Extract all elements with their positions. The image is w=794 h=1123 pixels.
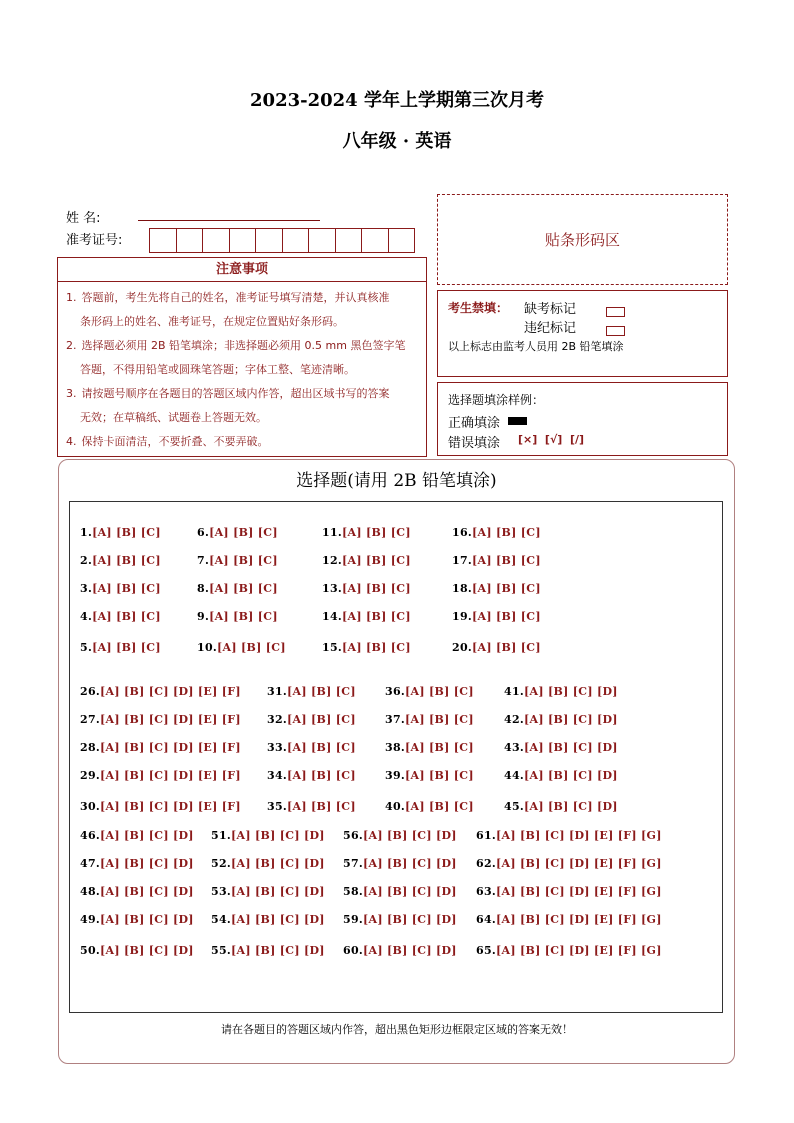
option-bubbles[interactable]: [A] [B] [C] [D] <box>524 741 618 754</box>
question-number: 53. <box>211 885 232 898</box>
notice-item-3-cont: 无效；在草稿纸、试题卷上答题无效。 <box>80 411 267 424</box>
question-18-options[interactable] <box>452 582 541 595</box>
id-digit-box[interactable] <box>149 228 177 253</box>
question-number: 54. <box>211 913 232 926</box>
correct-fill-mark <box>508 417 527 425</box>
question-11-options[interactable] <box>322 526 411 539</box>
option-bubbles[interactable]: [A] [B] [C] [D] [E] [F] <box>100 800 241 813</box>
wrong-fill-marks: [×] [√] [/] <box>518 433 585 446</box>
option-bubbles[interactable]: [A] [B] [C] [D] <box>524 800 618 813</box>
question-number: 16. <box>452 526 473 539</box>
option-bubbles[interactable]: [A] [B] [C] [D] <box>231 944 325 957</box>
option-bubbles[interactable]: [A] [B] [C] [D] <box>100 857 194 870</box>
option-bubbles[interactable]: [A] [B] [C] [D] <box>100 885 194 898</box>
question-10-options[interactable] <box>197 641 286 654</box>
question-47-options[interactable] <box>80 857 194 870</box>
option-bubbles[interactable]: [A] [B] [C] [D] [E] [F] [G] <box>496 885 662 898</box>
option-bubbles[interactable]: [A] [B] [C] <box>287 769 356 782</box>
question-number: 51. <box>211 829 232 842</box>
option-bubbles[interactable]: [A] [B] [C] <box>92 582 161 595</box>
option-bubbles[interactable]: [A] [B] [C] <box>209 582 278 595</box>
option-bubbles[interactable]: [A] [B] [C] <box>209 610 278 623</box>
question-number: 1. <box>80 526 93 539</box>
fill-sample-box <box>437 382 728 456</box>
question-35-options[interactable] <box>267 800 356 813</box>
question-17-options[interactable] <box>452 554 541 567</box>
option-bubbles[interactable]: [A] [B] [C] [D] <box>363 885 457 898</box>
question-number: 55. <box>211 944 232 957</box>
question-57-options[interactable] <box>343 857 457 870</box>
option-bubbles[interactable]: [A] [B] [C] <box>342 610 411 623</box>
question-number: 9. <box>197 610 210 623</box>
prohibit-label: 考生禁填： <box>448 301 509 315</box>
answer-grid <box>69 501 723 1013</box>
question-13-options[interactable] <box>322 582 411 595</box>
exam-subtitle: 八年级 · 英语 <box>342 131 452 152</box>
question-55-options[interactable] <box>211 944 325 957</box>
id-digit-box[interactable] <box>282 228 310 253</box>
option-bubbles[interactable]: [A] [B] [C] [D] [E] [F] [G] <box>496 857 662 870</box>
question-number: 47. <box>80 857 101 870</box>
fill-sample-title: 选择题填涂样例： <box>448 393 545 407</box>
option-bubbles[interactable]: [A] [B] [C] [D] [E] [F] <box>100 769 241 782</box>
question-number: 31. <box>267 685 288 698</box>
option-bubbles[interactable]: [A] [B] [C] [D] <box>524 769 618 782</box>
option-bubbles[interactable]: [A] [B] [C] <box>92 641 161 654</box>
name-label: 姓 名: <box>66 211 101 226</box>
question-number: 56. <box>343 829 364 842</box>
question-1-options[interactable] <box>80 526 161 539</box>
option-bubbles[interactable]: [A] [B] [C] <box>287 800 356 813</box>
question-number: 28. <box>80 741 101 754</box>
choice-section-title: 选择题(请用 2B 铅笔填涂) <box>296 471 497 491</box>
question-number: 13. <box>322 582 343 595</box>
question-7-options[interactable] <box>197 554 278 567</box>
question-28-options[interactable] <box>80 741 241 754</box>
option-bubbles[interactable]: [A] [B] [C] <box>405 713 474 726</box>
question-number: 50. <box>80 944 101 957</box>
footer-note: 请在各题目的答题区域内作答，超出黑色矩形边框限定区域的答案无效！ <box>221 1023 573 1036</box>
option-bubbles[interactable]: [A] [B] [C] [D] <box>231 829 325 842</box>
id-digit-box[interactable] <box>361 228 389 253</box>
question-63-options[interactable] <box>476 885 662 898</box>
exam-title: 2023-2024 学年上学期第三次月考 <box>250 90 544 111</box>
name-field[interactable] <box>138 220 320 221</box>
question-65-options[interactable] <box>476 944 662 957</box>
question-number: 62. <box>476 857 497 870</box>
option-bubbles[interactable]: [A] [B] [C] [D] <box>231 885 325 898</box>
option-bubbles[interactable]: [A] [B] [C] <box>472 582 541 595</box>
question-number: 48. <box>80 885 101 898</box>
question-2-options[interactable] <box>80 554 161 567</box>
id-digit-box[interactable] <box>308 228 336 253</box>
question-9-options[interactable] <box>197 610 278 623</box>
notice-item-2: 2. 选择题必须用 2B 铅笔填涂；非选择题必须用 0.5 mm 黑色签字笔 <box>66 339 406 352</box>
question-42-options[interactable] <box>504 713 618 726</box>
option-bubbles[interactable]: [A] [B] [C] [D] <box>363 913 457 926</box>
question-20-options[interactable] <box>452 641 541 654</box>
question-number: 52. <box>211 857 232 870</box>
notice-item-1-cont: 条形码上的姓名、准考证号，在规定位置贴好条形码。 <box>80 315 344 328</box>
question-number: 4. <box>80 610 93 623</box>
question-29-options[interactable] <box>80 769 241 782</box>
option-bubbles[interactable]: [A] [B] [C] [D] [E] [F] [G] <box>496 913 662 926</box>
question-64-options[interactable] <box>476 913 662 926</box>
question-number: 8. <box>197 582 210 595</box>
question-number: 36. <box>385 685 406 698</box>
option-bubbles[interactable]: [A] [B] [C] <box>472 641 541 654</box>
question-19-options[interactable] <box>452 610 541 623</box>
option-bubbles[interactable]: [A] [B] [C] <box>209 526 278 539</box>
option-bubbles[interactable]: [A] [B] [C] [D] <box>363 857 457 870</box>
option-bubbles[interactable]: [A] [B] [C] <box>342 582 411 595</box>
question-37-options[interactable] <box>385 713 474 726</box>
question-number: 63. <box>476 885 497 898</box>
option-bubbles[interactable]: [A] [B] [C] [D] [E] [F] [G] <box>496 944 662 957</box>
question-38-options[interactable] <box>385 741 474 754</box>
question-number: 6. <box>197 526 210 539</box>
question-number: 20. <box>452 641 473 654</box>
question-4-options[interactable] <box>80 610 161 623</box>
question-number: 27. <box>80 713 101 726</box>
question-8-options[interactable] <box>197 582 278 595</box>
question-number: 26. <box>80 685 101 698</box>
question-number: 41. <box>504 685 525 698</box>
notice-item-1: 1. 答题前，考生先将自己的姓名，准考证号填写清楚，并认真核准 <box>66 291 390 304</box>
question-52-options[interactable] <box>211 857 325 870</box>
option-bubbles[interactable]: [A] [B] [C] <box>209 554 278 567</box>
question-59-options[interactable] <box>343 913 457 926</box>
notice-item-4: 4. 保持卡面清洁，不要折叠、不要弄破。 <box>66 435 269 448</box>
option-bubbles[interactable]: [A] [B] [C] <box>472 610 541 623</box>
id-digit-box[interactable] <box>176 228 204 253</box>
question-number: 18. <box>452 582 473 595</box>
notice-item-2-cont: 答题，不得用铅笔或圆珠笔答题；字体工整、笔迹清晰。 <box>80 363 355 376</box>
question-41-options[interactable] <box>504 685 618 698</box>
option-bubbles[interactable]: [A] [B] [C] <box>405 685 474 698</box>
option-bubbles[interactable]: [A] [B] [C] [D] <box>363 944 457 957</box>
question-40-options[interactable] <box>385 800 474 813</box>
absent-mark-box[interactable] <box>606 301 625 320</box>
question-48-options[interactable] <box>80 885 194 898</box>
option-bubbles[interactable]: [A] [B] [C] <box>287 713 356 726</box>
question-51-options[interactable] <box>211 829 325 842</box>
question-number: 60. <box>343 944 364 957</box>
question-number: 45. <box>504 800 525 813</box>
question-number: 11. <box>322 526 343 539</box>
option-bubbles[interactable]: [A] [B] [C] [D] <box>524 713 618 726</box>
question-number: 38. <box>385 741 406 754</box>
question-number: 5. <box>80 641 93 654</box>
question-number: 35. <box>267 800 288 813</box>
wrong-fill-label: 错误填涂 <box>448 436 501 451</box>
question-58-options[interactable] <box>343 885 457 898</box>
question-32-options[interactable] <box>267 713 356 726</box>
question-61-options[interactable] <box>476 829 662 842</box>
question-number: 12. <box>322 554 343 567</box>
correct-fill-label: 正确填涂 <box>448 416 501 431</box>
notice-title: 注意事项 <box>57 257 427 282</box>
question-16-options[interactable] <box>452 526 541 539</box>
question-14-options[interactable] <box>322 610 411 623</box>
id-digit-box[interactable] <box>202 228 230 253</box>
option-bubbles[interactable]: [A] [B] [C] <box>405 800 474 813</box>
question-number: 37. <box>385 713 406 726</box>
question-number: 34. <box>267 769 288 782</box>
question-number: 33. <box>267 741 288 754</box>
id-label: 准考证号: <box>66 233 123 248</box>
question-53-options[interactable] <box>211 885 325 898</box>
question-number: 46. <box>80 829 101 842</box>
question-number: 7. <box>197 554 210 567</box>
option-bubbles[interactable]: [A] [B] [C] <box>92 554 161 567</box>
option-bubbles[interactable]: [A] [B] [C] <box>342 641 411 654</box>
option-bubbles[interactable]: [A] [B] [C] [D] [E] [F] [G] <box>496 829 662 842</box>
question-31-options[interactable] <box>267 685 356 698</box>
question-number: 42. <box>504 713 525 726</box>
question-number: 32. <box>267 713 288 726</box>
question-number: 44. <box>504 769 525 782</box>
question-number: 14. <box>322 610 343 623</box>
option-bubbles[interactable]: [A] [B] [C] <box>342 554 411 567</box>
question-number: 29. <box>80 769 101 782</box>
option-bubbles[interactable]: [A] [B] [C] <box>287 741 356 754</box>
violation-mark-box[interactable] <box>606 320 625 339</box>
question-44-options[interactable] <box>504 769 618 782</box>
id-digit-box[interactable] <box>255 228 283 253</box>
option-bubbles[interactable]: [A] [B] [C] <box>472 526 541 539</box>
question-5-options[interactable] <box>80 641 161 654</box>
question-number: 39. <box>385 769 406 782</box>
question-number: 19. <box>452 610 473 623</box>
id-digit-box[interactable] <box>388 228 416 253</box>
question-number: 61. <box>476 829 497 842</box>
id-digit-box[interactable] <box>229 228 257 253</box>
question-34-options[interactable] <box>267 769 356 782</box>
question-number: 43. <box>504 741 525 754</box>
question-3-options[interactable] <box>80 582 161 595</box>
id-number-boxes[interactable] <box>150 228 415 252</box>
question-50-options[interactable] <box>80 944 194 957</box>
question-33-options[interactable] <box>267 741 356 754</box>
question-number: 3. <box>80 582 93 595</box>
question-26-options[interactable] <box>80 685 241 698</box>
question-12-options[interactable] <box>322 554 411 567</box>
option-bubbles[interactable]: [A] [B] [C] <box>342 526 411 539</box>
barcode-area: 贴条形码区 <box>437 194 728 285</box>
question-number: 2. <box>80 554 93 567</box>
option-bubbles[interactable]: [A] [B] [C] <box>92 526 161 539</box>
option-bubbles[interactable]: [A] [B] [C] <box>405 741 474 754</box>
option-bubbles[interactable]: [A] [B] [C] [D] <box>231 857 325 870</box>
option-bubbles[interactable]: [A] [B] [C] <box>217 641 286 654</box>
option-bubbles[interactable]: [A] [B] [C] [D] [E] [F] <box>100 713 241 726</box>
question-30-options[interactable] <box>80 800 241 813</box>
absent-label: 缺考标记 <box>524 302 577 317</box>
option-bubbles[interactable]: [A] [B] [C] [D] <box>231 913 325 926</box>
option-bubbles[interactable]: [A] [B] [C] <box>287 685 356 698</box>
question-15-options[interactable] <box>322 641 411 654</box>
question-56-options[interactable] <box>343 829 457 842</box>
prohibit-note: 以上标志由监考人员用 2B 铅笔填涂 <box>448 340 624 353</box>
question-54-options[interactable] <box>211 913 325 926</box>
option-bubbles[interactable]: [A] [B] [C] [D] <box>100 829 194 842</box>
question-6-options[interactable] <box>197 526 278 539</box>
question-46-options[interactable] <box>80 829 194 842</box>
question-36-options[interactable] <box>385 685 474 698</box>
question-43-options[interactable] <box>504 741 618 754</box>
option-bubbles[interactable]: [A] [B] [C] [D] [E] [F] <box>100 741 241 754</box>
prohibit-box <box>437 290 728 377</box>
id-digit-box[interactable] <box>335 228 363 253</box>
option-bubbles[interactable]: [A] [B] [C] <box>92 610 161 623</box>
question-49-options[interactable] <box>80 913 194 926</box>
question-number: 40. <box>385 800 406 813</box>
option-bubbles[interactable]: [A] [B] [C] [D] <box>363 829 457 842</box>
question-number: 15. <box>322 641 343 654</box>
question-60-options[interactable] <box>343 944 457 957</box>
question-number: 64. <box>476 913 497 926</box>
option-bubbles[interactable]: [A] [B] [C] [D] <box>100 944 194 957</box>
question-27-options[interactable] <box>80 713 241 726</box>
option-bubbles[interactable]: [A] [B] [C] [D] <box>100 913 194 926</box>
option-bubbles[interactable]: [A] [B] [C] <box>472 554 541 567</box>
question-number: 30. <box>80 800 101 813</box>
question-62-options[interactable] <box>476 857 662 870</box>
question-45-options[interactable] <box>504 800 618 813</box>
question-number: 59. <box>343 913 364 926</box>
question-number: 65. <box>476 944 497 957</box>
notice-body <box>57 282 427 457</box>
question-number: 17. <box>452 554 473 567</box>
question-number: 58. <box>343 885 364 898</box>
option-bubbles[interactable]: [A] [B] [C] [D] <box>524 685 618 698</box>
question-number: 57. <box>343 857 364 870</box>
violation-label: 违纪标记 <box>524 321 577 336</box>
question-number: 49. <box>80 913 101 926</box>
notice-item-3: 3. 请按题号顺序在各题目的答题区域内作答，超出区域书写的答案 <box>66 387 390 400</box>
question-39-options[interactable] <box>385 769 474 782</box>
option-bubbles[interactable]: [A] [B] [C] <box>405 769 474 782</box>
option-bubbles[interactable]: [A] [B] [C] [D] [E] [F] <box>100 685 241 698</box>
question-number: 10. <box>197 641 218 654</box>
